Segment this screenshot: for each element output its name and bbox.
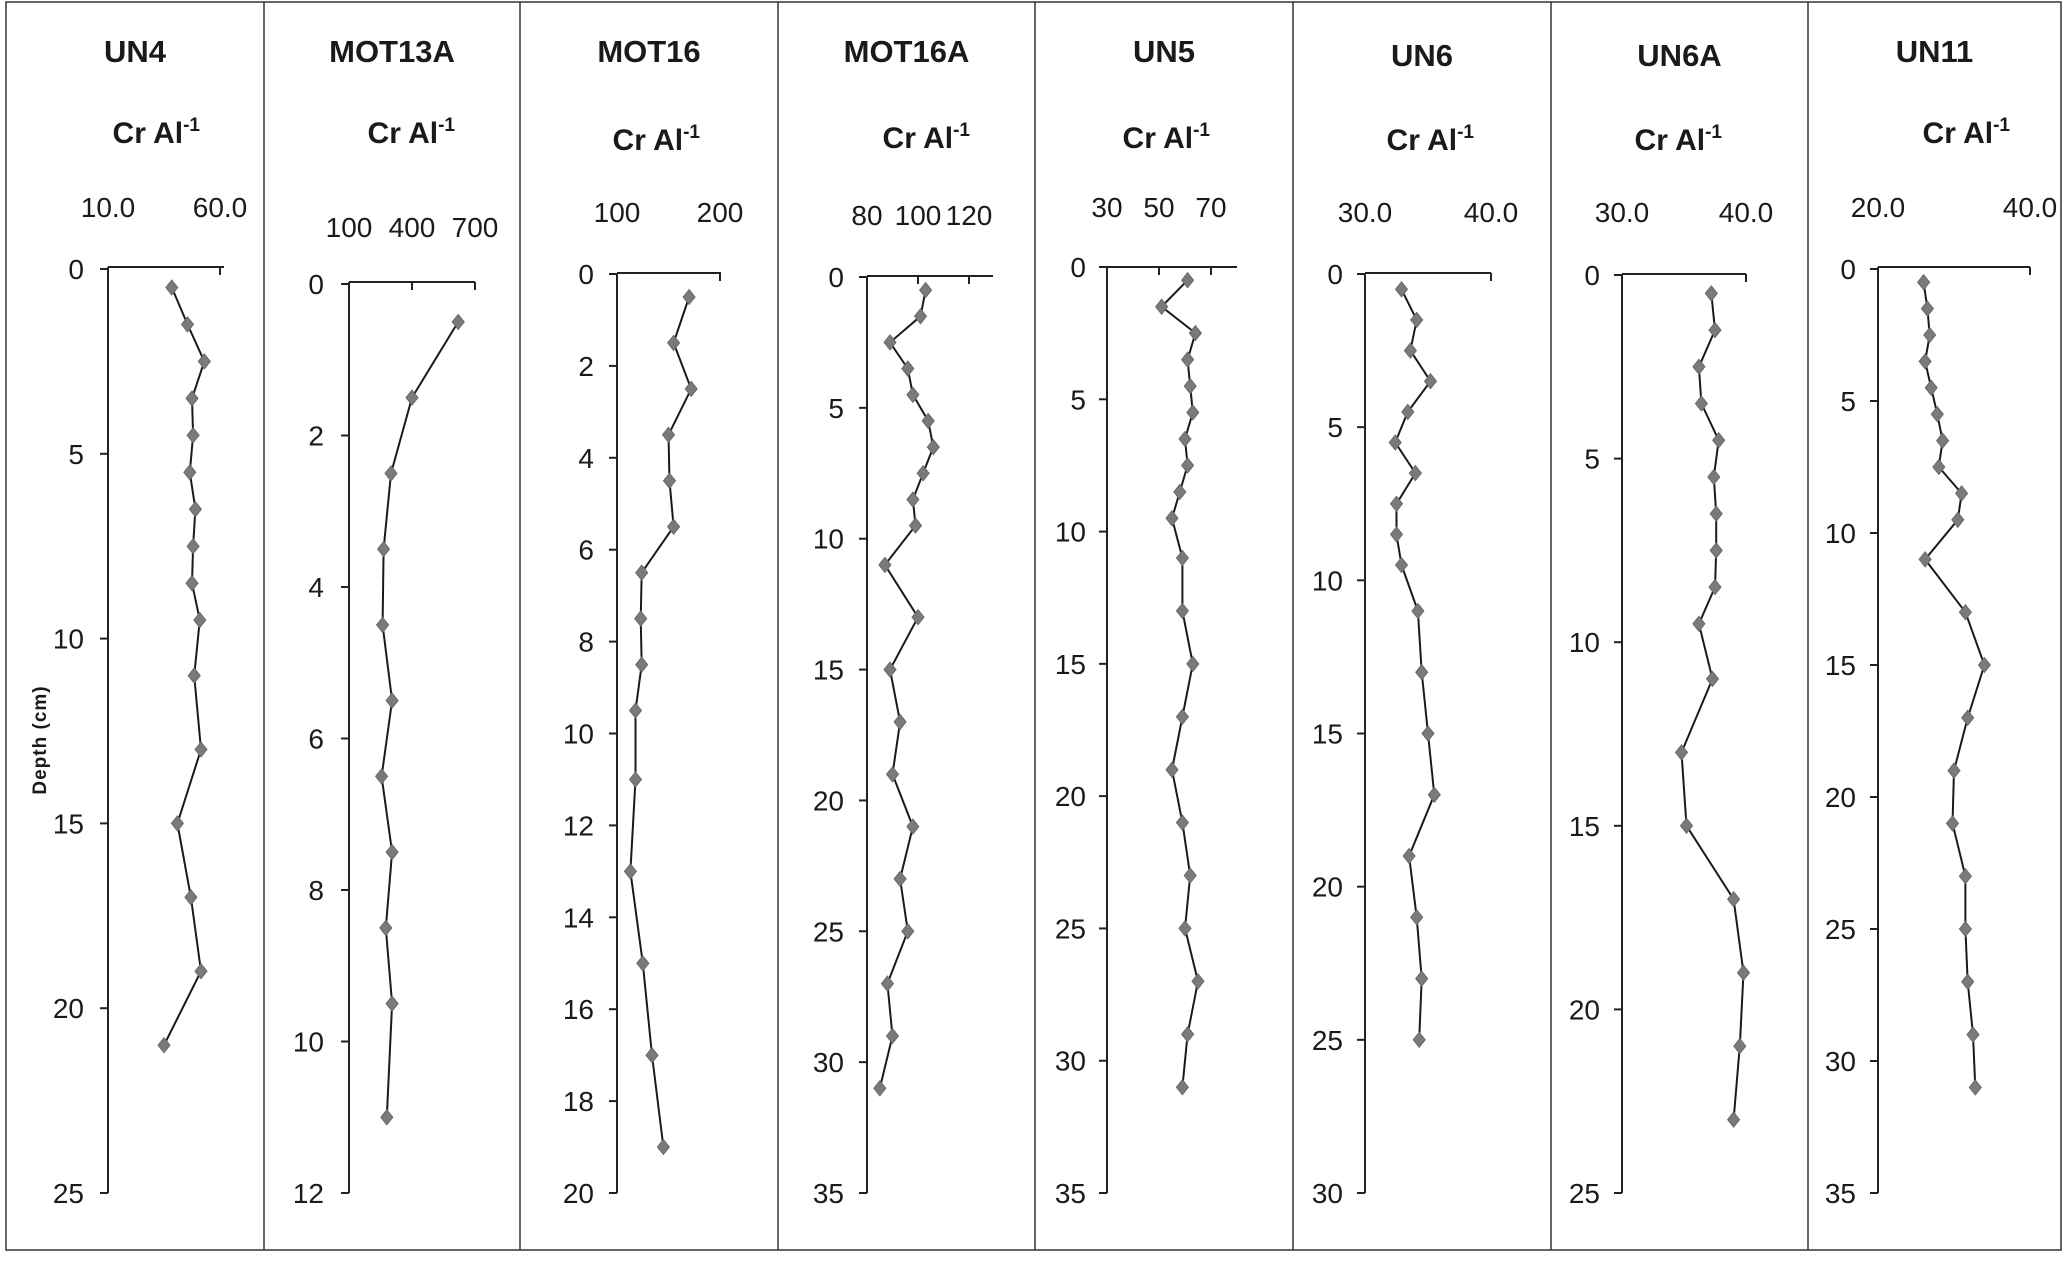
panel-mot16 [563, 34, 744, 1209]
x-axis-label: Cr $Al^{-1}$ [1922, 115, 2010, 150]
data-point [637, 956, 649, 971]
data-point [683, 290, 695, 305]
y-tick-label: 0 [1584, 260, 1600, 291]
x-tick-label: 80 [851, 200, 883, 231]
y-tick-label: 20 [1054, 781, 1086, 813]
panel-title: MOT16A [843, 34, 970, 69]
data-point [385, 466, 397, 481]
x-axis-label-superscript: -1 [1993, 115, 2010, 136]
y-tick-label: 15 [1054, 648, 1086, 680]
data-point [874, 1081, 886, 1096]
data-point [1962, 974, 1974, 989]
y-tick-label: 0 [828, 262, 844, 293]
data-point [189, 502, 201, 517]
panel-un5 [1055, 34, 1237, 1209]
data-point [1184, 868, 1196, 883]
series-line [1924, 282, 1985, 1087]
data-point [1921, 301, 1933, 316]
data-point [685, 381, 697, 396]
x-axis-label-superscript: -1 [683, 122, 700, 143]
data-point [1707, 671, 1719, 686]
data-point [380, 920, 392, 935]
data-point [1179, 432, 1191, 447]
y-tick-label: 5 [68, 438, 84, 470]
panel-title: UN4 [103, 34, 167, 69]
data-point [194, 613, 206, 628]
panel-un11 [1825, 34, 2057, 1209]
data-point [1428, 787, 1440, 802]
y-tick-label: 8 [308, 875, 324, 906]
panel-title: UN5 [1132, 34, 1196, 69]
x-tick-label: 60.0 [192, 192, 248, 223]
x-axis-label-superscript: -1 [183, 115, 200, 136]
y-tick-label: 15 [1824, 650, 1856, 681]
data-point [1416, 971, 1428, 986]
data-point [1967, 1027, 1979, 1042]
x-axis-label: Cr $Al^{-1}$ [882, 120, 970, 155]
x-axis-label: Cr $Al^{-1}$ [1122, 120, 1210, 155]
data-point [881, 976, 893, 991]
y-tick-label: 5 [1840, 386, 1856, 417]
series-line [164, 288, 204, 1046]
data-point [1184, 379, 1196, 394]
data-point [1176, 815, 1188, 830]
data-point [1391, 527, 1403, 542]
x-tick-label: 200 [696, 197, 744, 228]
data-point [1959, 922, 1971, 937]
data-point [1176, 1080, 1188, 1095]
y-tick-label: 5 [828, 392, 844, 424]
x-tick-label: 40.0 [2002, 192, 2058, 223]
data-point [198, 354, 210, 369]
panel-mot13a [293, 34, 499, 1209]
data-point [1182, 352, 1194, 367]
data-point [1187, 656, 1199, 671]
x-axis-label: Cr $Al^{-1}$ [1634, 122, 1722, 157]
data-point [1728, 1112, 1740, 1127]
data-point [1182, 458, 1194, 473]
x-tick-label: 20.0 [1850, 192, 1906, 223]
y-tick-label: 0 [1840, 254, 1856, 285]
data-point [630, 703, 642, 718]
y-tick-label: 18 [562, 1086, 594, 1118]
y-tick-label: 20 [1824, 782, 1856, 813]
data-point [884, 662, 896, 677]
x-axis-label: Cr $Al^{-1}$ [367, 115, 455, 150]
y-tick-label: 25 [812, 916, 844, 948]
y-axis-label: Depth (cm) [30, 685, 51, 795]
data-point [894, 871, 906, 886]
y-tick-label: 25 [1054, 913, 1086, 945]
data-point [166, 280, 178, 295]
y-tick-label: 35 [812, 1178, 844, 1209]
data-point [1403, 849, 1415, 864]
data-point [1710, 506, 1722, 521]
y-tick-label: 4 [308, 572, 324, 603]
data-point [378, 542, 390, 557]
y-tick-label: 30 [1311, 1178, 1343, 1209]
y-tick-label: 20 [52, 993, 84, 1025]
data-point [635, 611, 647, 626]
y-tick-label: 10 [52, 623, 84, 655]
x-axis-label-superscript: -1 [953, 120, 970, 141]
x-axis-label-superscript: -1 [438, 115, 455, 136]
y-tick-label: 10 [562, 718, 594, 750]
data-point [1738, 965, 1750, 980]
y-tick-label: 0 [308, 269, 324, 300]
data-point [1709, 580, 1721, 595]
x-axis-label-superscript: -1 [1457, 122, 1474, 143]
data-point [894, 714, 906, 729]
x-tick-label: 40.0 [1463, 197, 1519, 228]
y-tick-label: 15 [1568, 810, 1600, 842]
data-point [1192, 974, 1204, 989]
x-tick-label: 70 [1195, 192, 1227, 223]
data-point [195, 742, 207, 757]
x-axis-label-superscript: -1 [1705, 122, 1722, 143]
data-point [1705, 286, 1717, 301]
y-tick-label: 30 [1054, 1045, 1086, 1077]
data-point [1709, 323, 1721, 338]
data-point [1959, 869, 1971, 884]
panel-title: UN6A [1637, 38, 1722, 73]
y-tick-label: 10 [292, 1026, 324, 1058]
data-point [188, 668, 200, 683]
y-tick-label: 20 [1568, 994, 1600, 1026]
data-point [386, 693, 398, 708]
data-point [624, 864, 636, 879]
panel-title: UN6 [1390, 38, 1454, 73]
data-point [907, 492, 919, 507]
panel-un4 [30, 34, 247, 1209]
data-point [927, 440, 939, 455]
data-point [376, 769, 388, 784]
y-tick-label: 35 [1054, 1178, 1086, 1209]
data-point [636, 657, 648, 672]
x-tick-label: 50 [1143, 192, 1175, 223]
data-point [1411, 312, 1423, 327]
x-tick-label: 100 [593, 197, 641, 228]
data-point [1413, 1032, 1425, 1047]
data-point [182, 317, 194, 332]
y-tick-label: 20 [1311, 871, 1343, 903]
y-tick-label: 6 [308, 723, 324, 755]
x-tick-label: 30.0 [1594, 197, 1650, 228]
y-tick-label: 20 [812, 785, 844, 817]
data-point [657, 1140, 669, 1155]
panel-un6 [1312, 38, 1518, 1209]
y-tick-label: 0 [578, 259, 594, 290]
y-tick-label: 25 [52, 1178, 84, 1209]
data-point [1713, 433, 1725, 448]
data-point [1412, 604, 1424, 619]
x-axis-label: Cr $Al^{-1}$ [612, 122, 700, 157]
x-tick-label: 40.0 [1718, 197, 1774, 228]
figure-frame [6, 2, 2061, 1250]
data-point [1176, 709, 1188, 724]
data-point [1422, 726, 1434, 741]
x-tick-label: 10.0 [80, 192, 136, 223]
x-tick-label: 120 [945, 200, 993, 231]
y-tick-label: 2 [308, 420, 324, 452]
data-point [902, 924, 914, 939]
data-point [1962, 710, 1974, 725]
panel-mot16a [813, 34, 993, 1209]
x-tick-label: 100 [325, 212, 373, 243]
y-tick-label: 35 [1824, 1178, 1856, 1209]
y-tick-label: 6 [578, 534, 594, 566]
y-tick-label: 10 [812, 523, 844, 555]
data-point [1919, 354, 1931, 369]
x-axis-label: Cr $Al^{-1}$ [112, 115, 200, 150]
data-point [1708, 470, 1720, 485]
data-point [920, 283, 932, 298]
data-point [1931, 407, 1943, 422]
y-tick-label: 5 [1584, 443, 1600, 475]
y-tick-label: 0 [1327, 259, 1343, 290]
y-tick-label: 15 [52, 808, 84, 840]
data-point [1166, 511, 1178, 526]
data-point [187, 539, 199, 554]
y-tick-label: 0 [1070, 252, 1086, 283]
series-line [630, 297, 691, 1147]
data-point [1947, 816, 1959, 831]
data-point [186, 576, 198, 591]
panel-title: UN11 [1895, 34, 1974, 69]
series-line [880, 290, 934, 1088]
y-tick-label: 2 [578, 350, 594, 382]
data-point [1693, 616, 1705, 631]
panel-title: MOT13A [329, 34, 455, 69]
data-point [386, 845, 398, 860]
y-tick-label: 20 [562, 1178, 594, 1209]
data-point [1734, 1039, 1746, 1054]
data-point [1710, 543, 1722, 558]
y-tick-label: 10 [1568, 627, 1600, 659]
data-point [1176, 603, 1188, 618]
data-point [184, 465, 196, 480]
y-tick-label: 14 [562, 902, 594, 934]
data-point [1176, 551, 1188, 566]
data-point [185, 890, 197, 905]
y-tick-label: 25 [1824, 914, 1856, 945]
panel-title: MOT16 [597, 34, 701, 69]
data-point [1924, 328, 1936, 343]
data-point [915, 309, 927, 324]
data-point [1174, 484, 1186, 499]
data-point [1396, 282, 1408, 297]
x-axis-label-superscript: -1 [1193, 120, 1210, 141]
data-point [917, 466, 929, 481]
series-line [1395, 289, 1434, 1040]
data-point [1411, 910, 1423, 925]
data-point [1189, 326, 1201, 341]
y-tick-label: 4 [578, 442, 594, 474]
data-point [664, 473, 676, 488]
panel-un6a [1569, 38, 1773, 1209]
data-point [1179, 921, 1191, 936]
data-point [907, 819, 919, 834]
x-tick-label: 30.0 [1337, 197, 1393, 228]
data-point [1676, 745, 1688, 760]
data-point [1182, 1027, 1194, 1042]
data-point [1693, 359, 1705, 374]
data-point [1695, 396, 1707, 411]
y-tick-label: 30 [1824, 1046, 1856, 1077]
data-point [381, 1110, 393, 1125]
y-tick-label: 16 [562, 994, 594, 1026]
x-tick-label: 700 [451, 212, 499, 243]
y-tick-label: 30 [812, 1047, 844, 1079]
y-tick-label: 5 [1327, 412, 1343, 444]
y-tick-label: 0 [68, 254, 84, 285]
y-tick-label: 10 [1054, 516, 1086, 548]
data-point [1969, 1080, 1981, 1095]
data-point [1187, 405, 1199, 420]
data-point [1937, 433, 1949, 448]
data-point [186, 391, 198, 406]
x-tick-label: 400 [388, 212, 436, 243]
y-tick-label: 25 [1311, 1024, 1343, 1056]
data-point [377, 617, 389, 632]
data-point [195, 964, 207, 979]
x-axis-label: Cr $Al^{-1}$ [1386, 122, 1474, 157]
data-point [646, 1048, 658, 1063]
x-tick-label: 100 [894, 200, 942, 231]
y-tick-label: 12 [292, 1178, 324, 1209]
data-point [158, 1038, 170, 1053]
y-tick-label: 10 [1824, 518, 1856, 549]
data-point [1918, 275, 1930, 290]
y-tick-label: 8 [578, 626, 594, 658]
data-point [1948, 763, 1960, 778]
data-point [887, 767, 899, 782]
x-tick-label: 30 [1091, 192, 1123, 223]
data-point [1978, 658, 1990, 673]
data-point [171, 816, 183, 831]
y-tick-label: 5 [1070, 384, 1086, 416]
data-point [1166, 762, 1178, 777]
series-line [1682, 293, 1744, 1119]
y-tick-label: 12 [562, 810, 594, 842]
y-tick-label: 15 [1311, 718, 1343, 750]
y-tick-label: 15 [812, 654, 844, 686]
y-tick-label: 10 [1311, 565, 1343, 597]
series-line [1162, 280, 1198, 1087]
data-point [1416, 665, 1428, 680]
y-tick-label: 25 [1568, 1178, 1600, 1209]
data-point [663, 427, 675, 442]
data-point [1925, 380, 1937, 395]
data-point [386, 996, 398, 1011]
data-point [668, 335, 680, 350]
data-point [887, 1029, 899, 1044]
data-point [630, 772, 642, 787]
data-point [1396, 558, 1408, 573]
data-point [187, 428, 199, 443]
